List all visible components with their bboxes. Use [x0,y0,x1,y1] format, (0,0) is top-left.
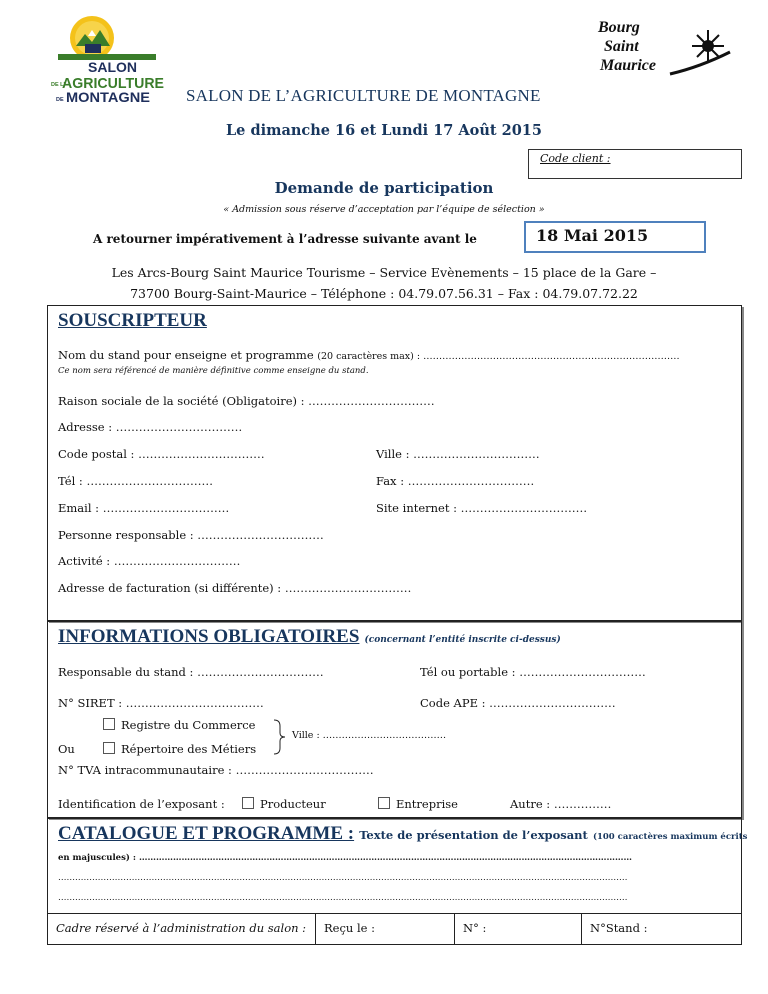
catalogue-line-2[interactable]: ………………………………………………………………………………………………………………………………………………………………………………… [58,873,628,883]
souscripteur-heading: SOUSCRIPTEUR [58,310,207,331]
catalogue-heading: CATALOGUE ET PROGRAMME : [58,823,355,844]
admin-stand-cell[interactable]: N°Stand : [590,921,648,935]
autre-field[interactable]: Autre : …………… [510,797,612,811]
registre-commerce-checkbox[interactable] [103,718,115,730]
catalogue-section [47,818,748,913]
producteur-option[interactable] [242,797,326,811]
adresse-facturation-field[interactable]: Adresse de facturation (si différente) : …………………………… [58,581,412,595]
responsable-stand-field[interactable]: Responsable du stand : …………………………… [58,665,324,679]
event-dates: Le dimanche 16 et Lundi 17 Août 2015 [225,122,542,139]
registre-commerce-label: Registre du Commerce [121,718,256,732]
bracket-icon [272,718,288,756]
email-field[interactable]: Email : …………………………… [58,501,230,515]
producteur-checkbox[interactable] [242,797,254,809]
fax-field[interactable]: Fax : …………………………… [376,474,535,488]
form-subtitle: « Admission sous réserve d’acceptation par l’équipe de sélection » [223,204,545,215]
svg-text:SALON: SALON [88,59,137,75]
svg-text:DE L': DE L' [51,82,65,88]
admin-cadre-cell: Cadre réservé à l’administration du salon : [48,914,316,944]
repertoire-metiers-label: Répertoire des Métiers [121,742,257,756]
informations-section [47,621,742,818]
ville-field[interactable]: Ville : …………………………… [376,447,540,461]
repertoire-metiers-option[interactable] [103,742,256,756]
informations-note: (concernant l’entité inscrite ci-dessus) [364,635,561,645]
raison-sociale-field[interactable]: Raison sociale de la société (Obligatoire) : …………………………… [58,394,435,408]
tel-portable-field[interactable]: Tél ou portable : …………………………… [420,665,646,679]
deadline-date: 18 Mai 2015 [536,226,649,245]
site-internet-field[interactable]: Site internet : …………………………… [376,501,588,515]
svg-text:DE: DE [56,97,64,103]
form-title: Demande de participation [274,179,494,197]
tva-field[interactable]: N° TVA intracommunautaire : ……………………………… [58,763,374,777]
page-title: SALON DE L’AGRICULTURE DE MONTAGNE [186,86,541,105]
tel-field[interactable]: Tél : …………………………… [58,474,213,488]
bourg-saint-maurice-logo [590,12,740,82]
svg-text:MONTAGNE: MONTAGNE [66,89,150,105]
catalogue-line-1[interactable]: en majuscules) : ………………………………………………………………………………………………………………………………………………………… [58,853,632,863]
admin-table [47,913,742,945]
informations-heading-row [58,626,561,648]
admin-recu-cell[interactable]: Reçu le : [316,914,455,944]
code-ape-field[interactable]: Code APE : …………………………… [420,696,616,710]
catalogue-line-3[interactable]: ………………………………………………………………………………………………………………………………………………………………………………… [58,893,628,903]
stand-name-label: Nom du stand pour enseigne et programme [58,348,314,362]
stand-name-limit: (20 caractères max) : ……………………………………………………………………… [317,351,680,362]
return-address [0,262,768,304]
svg-text:Saint: Saint [604,38,639,55]
souscripteur-section [47,305,742,621]
address-line-1: Les Arcs-Bourg Saint Maurice Tourisme – Service Evènements – 15 place de la Gare – [111,265,657,280]
repertoire-metiers-checkbox[interactable] [103,742,115,754]
siret-field[interactable]: N° SIRET : ……………………………… [58,696,264,710]
code-client-label: Code client : [540,152,611,165]
return-label: A retourner impérativement à l’adresse suivante avant le [93,232,477,246]
svg-text:AGRICULTURE: AGRICULTURE [62,75,164,92]
svg-text:Maurice: Maurice [600,57,656,74]
code-postal-field[interactable]: Code postal : …………………………… [58,447,265,461]
entreprise-option[interactable] [378,797,458,811]
personne-responsable-field[interactable]: Personne responsable : …………………………… [58,528,324,542]
ou-label: Ou [58,742,75,756]
salon-logo [48,14,166,106]
stand-name-note: Ce nom sera référencé de manière définitive comme enseigne du stand. [58,366,369,376]
ville-rcs-field[interactable]: Ville : ………………………………… [292,730,447,741]
producteur-label: Producteur [260,797,326,811]
address-line-2: 73700 Bourg-Saint-Maurice – Téléphone : 04.79.07.56.31 – Fax : 04.79.07.72.22 [130,286,638,301]
entreprise-label: Entreprise [396,797,458,811]
catalogue-heading-row [58,823,747,845]
stand-name-field[interactable] [58,348,680,362]
registre-commerce-option[interactable] [103,718,256,732]
svg-text:Bourg: Bourg [598,19,640,36]
catalogue-text-label: Texte de présentation de l’exposant [359,828,588,842]
admin-numero-cell[interactable]: N° : [455,914,582,944]
informations-heading: INFORMATIONS OBLIGATOIRES [58,626,360,647]
catalogue-text-limit: (100 caractères maximum écrits [592,832,748,842]
activite-field[interactable]: Activité : …………………………… [58,554,241,568]
adresse-field[interactable]: Adresse : …………………………… [58,420,243,434]
identification-label: Identification de l’exposant : [58,797,225,811]
entreprise-checkbox[interactable] [378,797,390,809]
